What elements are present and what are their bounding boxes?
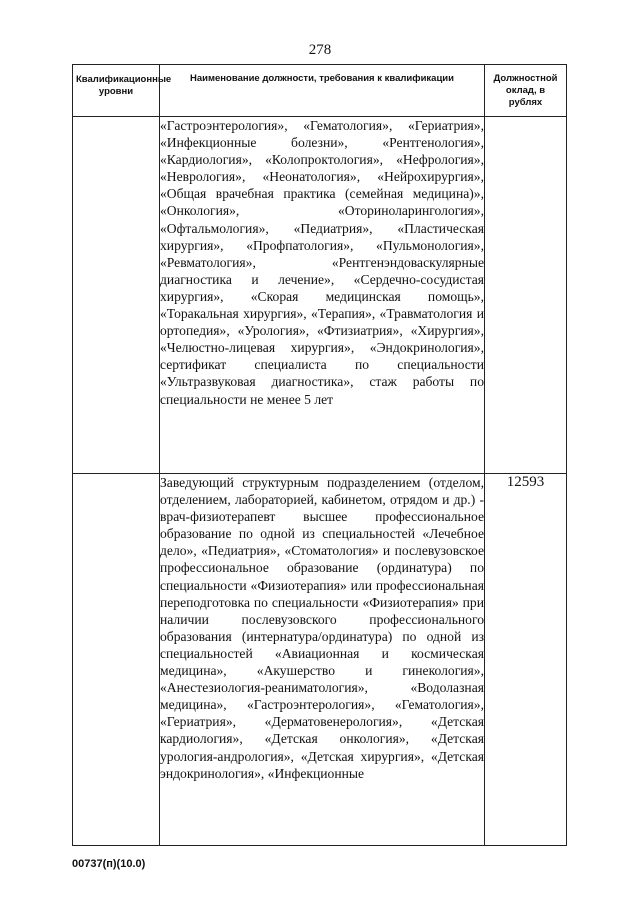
requirements-text: «Гастроэнтерология», «Гематология», «Гериатрия», «Инфекционные болезни», «Рентгенология», «Кардиология», «Колопроктология», «Нефрология», «Неврология», «Неонатология», «Нейрохирургия», «Общая врачебная практика (семейная медицина)», «Онкология», «Оториноларингология», «Офтальмология», «Педиатрия», «Пластическая хирургия», «Профпатология», «Пульмонология», «Ревматология», «Рентгенэндоваскулярные диагностика и лечение», «Сердечно-сосудистая хирургия», «Скорая медицинская помощь», «Торакальная хирургия», «Терапия», «Травматология и ортопедия», «Урология», «Фтизиатрия», «Хирургия», «Челюстно-лицевая хирургия», «Эндокринология», сертификат специалиста по специальности «Ультразвуковая диагностика», стаж работы по специальности не менее 5 лет bbox=[160, 118, 484, 407]
header-salary: Должностной оклад, в рублях bbox=[485, 65, 567, 117]
header-row bbox=[73, 65, 567, 117]
page-number: 278 bbox=[308, 42, 332, 58]
level-cell bbox=[73, 474, 160, 846]
table-row bbox=[73, 117, 567, 474]
document-code: 00737(п)(10.0) bbox=[72, 858, 146, 870]
level-cell bbox=[73, 117, 160, 474]
salary-cell: 12593 bbox=[485, 474, 567, 846]
requirements-cell bbox=[160, 474, 485, 846]
table-row bbox=[73, 474, 567, 846]
requirements-cell bbox=[160, 117, 485, 474]
qualification-table bbox=[72, 64, 567, 846]
requirements-text: Заведующий структурным подразделением (отделом, отделением, лабораторией, кабинетом, отрядом и др.) - врач-физиотерапевт высшее профессиональное образование по одной из специальностей «Лечебное дело», «Педиатрия», «Стоматология» и послевузовское профессиональное образование (ординатура) по специальности «Физиотерапия» или профессиональная переподготовка по специальности «Физиотерапия» при наличии послевузовского профессионального образования (интернатура/ординатура) по одной из специальностей «Авиационная и космическая медицина», «Акушерство и гинекология», «Анестезиология-реаниматология», «Водолазная медицина», «Гастроэнтерология», «Гематология», «Гериатрия», «Дерматовенерология», «Детская кардиология», «Детская онкология», «Детская урология-андрология», «Детская хирургия», «Детская эндокринология», «Инфекционные bbox=[160, 475, 484, 781]
header-qualification-levels: Квалификационные уровни bbox=[73, 65, 160, 117]
salary-cell bbox=[485, 117, 567, 474]
header-position-requirements: Наименование должности, требования к квалификации bbox=[160, 65, 485, 117]
